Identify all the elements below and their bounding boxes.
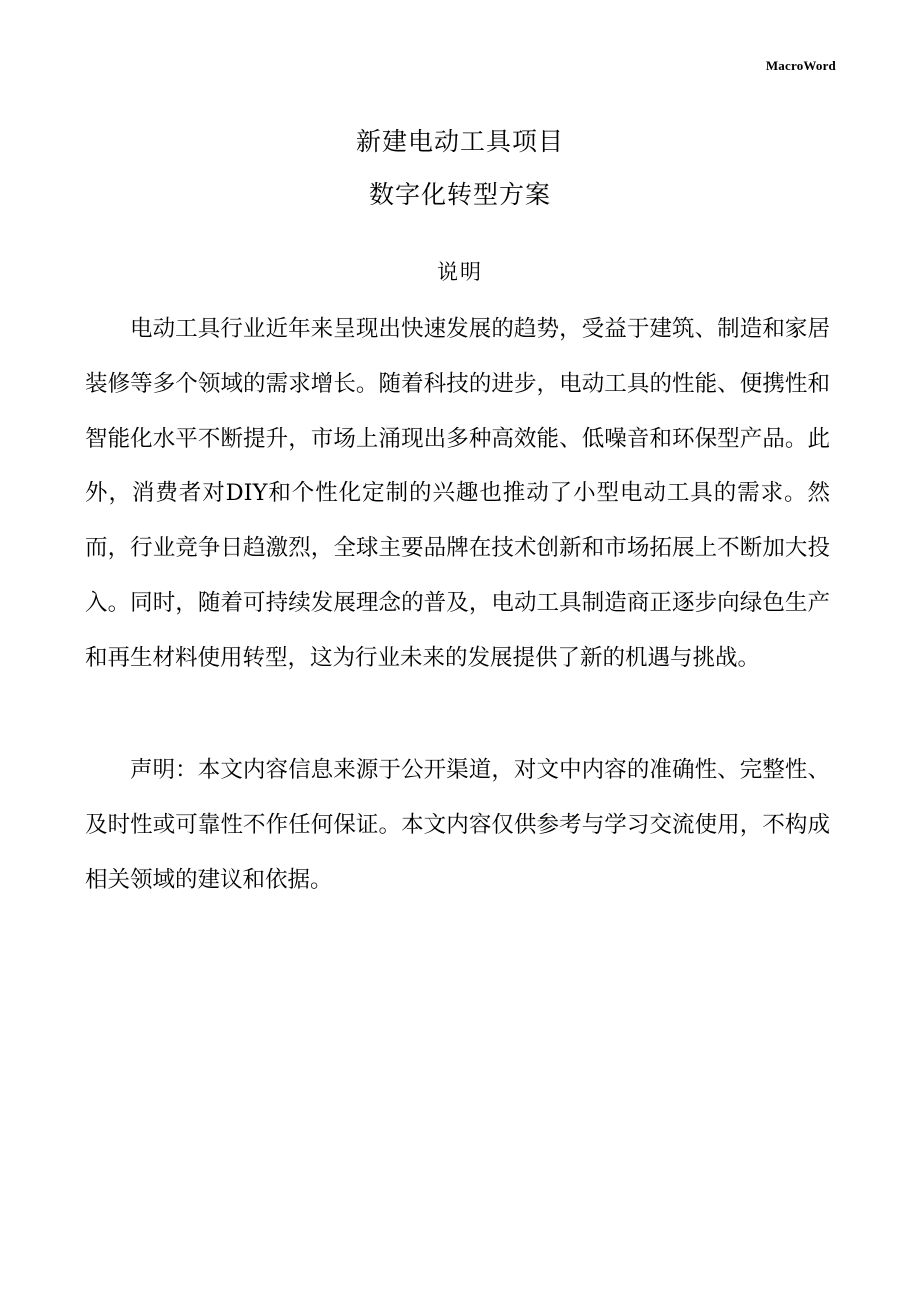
section-heading: 说明: [437, 260, 483, 284]
document-title-line-2: 数字化转型方案: [368, 180, 551, 209]
header-brand: MacroWord: [765, 58, 836, 73]
disclaimer-paragraph: 声明：本文内容信息来源于公开渠道，对文中内容的准确性、完整性、及时性或可靠性不作任何保证。本文内容仅供参考与学习交流使用，不构成相关领域的建议和依据。: [85, 757, 830, 893]
document-title-line-1: 新建电动工具项目: [355, 127, 564, 156]
intro-paragraph: 电动工具行业近年来呈现出快速发展的趋势，受益于建筑、制造和家居装修等多个领域的需求增长。随着科技的进步，电动工具的性能、便携性和智能化水平不断提升，市场上涌现出多种高效能、低噪音和环保型产品。此外，消费者对DIY和个性化定制的兴趣也推动了小型电动工具的需求。然而，行业竞争日趋激烈，全球主要品牌在技术创新和市场拓展上不断加大投入。同时，随着可持续发展理念的普及，电动工具制造商正逐步向绿色生产和再生材料使用转型，这为行业未来的发展提供了新的机遇与挑战。: [85, 316, 830, 671]
